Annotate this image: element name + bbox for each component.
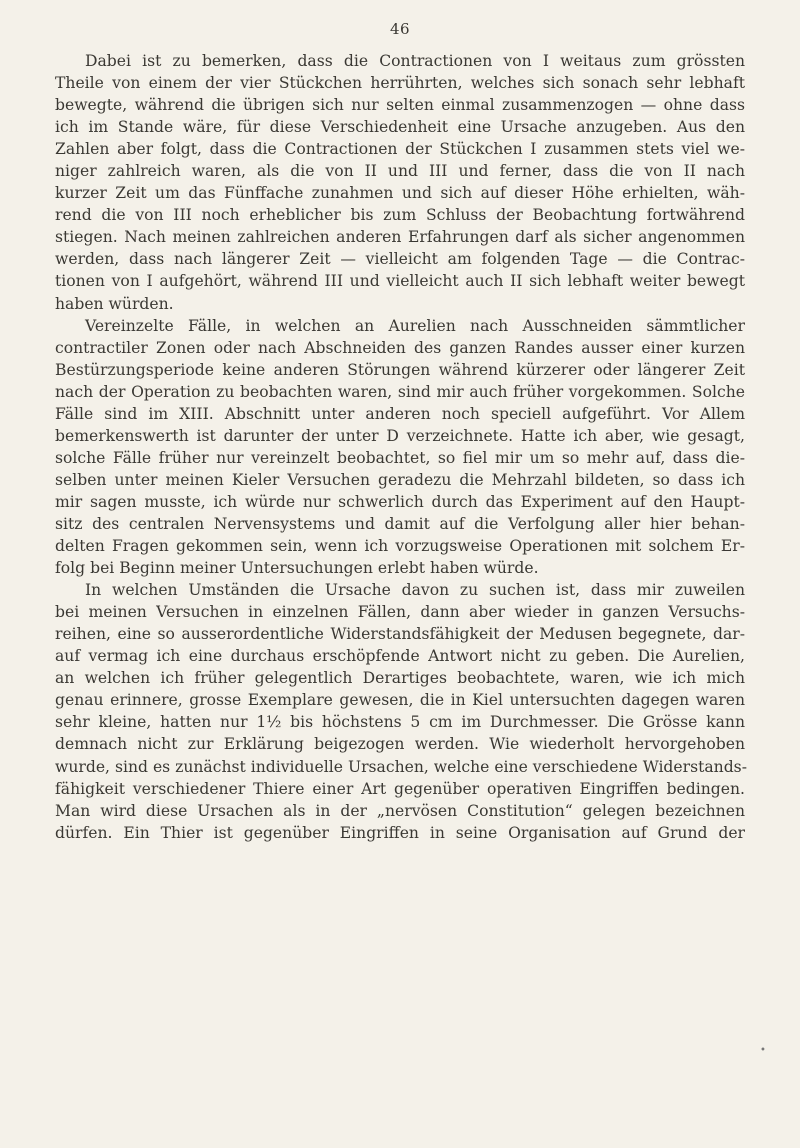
text-line: sitz des centralen Nervensystems und damit auf die Verfolgung aller hier behan-: [55, 514, 745, 533]
text-line: werden, dass nach längerer Zeit — vielleicht am folgenden Tage — die Contrac-: [55, 250, 745, 269]
text-line: tionen von I aufgehört, während III und vielleicht auch II sich lebhaft weiter bewegt: [55, 272, 745, 291]
text-line: contractiler Zonen oder nach Abschneiden des ganzen Randes ausser einer kurzen: [55, 338, 745, 357]
text-line: bei meinen Versuchen in einzelnen Fällen, dann aber wieder in ganzen Versuchs-: [55, 603, 745, 622]
text-line: dürfen. Ein Thier ist gegenüber Eingriffen in seine Organisation auf Grund der: [55, 823, 745, 842]
text-line: genau erinnere, grosse Exemplare gewesen, die in Kiel untersuchten dagegen waren: [55, 691, 745, 710]
text-line: an welchen ich früher gelegentlich Derartiges beobachtete, waren, wie ich mich: [55, 669, 745, 688]
text-line: Theile von einem der vier Stückchen herrührten, welches sich sonach sehr lebhaft: [55, 74, 745, 93]
text-line: solche Fälle früher nur vereinzelt beobachtet, so fiel mir um so mehr auf, dass die-: [55, 448, 745, 467]
text-line: reihen, eine so ausserordentliche Widerstandsfähigkeit der Medusen begegnete, dar-: [55, 625, 745, 644]
text-line: folg bei Beginn meiner Untersuchungen erlebt haben würde.: [55, 559, 539, 578]
text-line: bewegte, während die übrigen sich nur selten einmal zusammenzogen — ohne dass: [55, 96, 745, 115]
text-line: Zahlen aber folgt, dass die Contractionen der Stückchen I zusammen stets viel we-: [55, 140, 745, 159]
text-line: Vereinzelte Fälle, in welchen an Aurelien nach Ausschneiden sämmtlicher: [85, 316, 745, 335]
text-line: selben unter meinen Kieler Versuchen geradezu die Mehrzahl bildeten, so dass ich: [55, 470, 745, 489]
text-line: kurzer Zeit um das Fünffache zunahmen und sich auf dieser Höhe erhielten, wäh-: [55, 184, 745, 203]
text-line: auf vermag ich eine durchaus erschöpfende Antwort nicht zu geben. Die Aurelien,: [55, 647, 745, 666]
text-line: Bestürzungsperiode keine anderen Störungen während kürzerer oder längerer Zeit: [55, 360, 745, 379]
text-line: ich im Stande wäre, für diese Verschiedenheit eine Ursache anzugeben. Aus den: [55, 118, 745, 137]
text-line: Man wird diese Ursachen als in der „nervösen Constitution“ gelegen bezeichnen: [55, 801, 745, 820]
text-line: haben würden.: [55, 294, 174, 313]
margin-dot: •: [760, 1045, 766, 1056]
text-line: rend die von III noch erheblicher bis zum Schluss der Beobachtung fortwährend: [55, 206, 745, 225]
text-line: nach der Operation zu beobachten waren, sind mir auch früher vorgekommen. Solche: [55, 382, 745, 401]
page-number: 46: [389, 20, 411, 38]
text-line: mir sagen musste, ich würde nur schwerlich durch das Experiment auf den Haupt-: [55, 492, 745, 511]
text-line: fähigkeit verschiedener Thiere einer Art gegenüber operativen Eingriffen bedingen.: [55, 779, 745, 798]
text-line: sehr kleine, hatten nur 1½ bis höchstens 5 cm im Durchmesser. Die Grösse kann: [55, 713, 745, 732]
text-line: Dabei ist zu bemerken, dass die Contractionen von I weitaus zum grössten: [85, 52, 745, 70]
text-line: wurde, sind es zunächst individuelle Ursachen, welche eine verschiedene Widerstands-: [55, 757, 747, 776]
text-line: In welchen Umständen die Ursache davon zu suchen ist, dass mir zuweilen: [85, 581, 745, 600]
text-line: demnach nicht zur Erklärung beigezogen werden. Wie wiederholt hervorgehoben: [55, 735, 745, 754]
body-text: [55, 50, 745, 844]
text-line: delten Fragen gekommen sein, wenn ich vorzugsweise Operationen mit solchem Er-: [55, 537, 745, 556]
text-line: bemerkenswerth ist darunter der unter D verzeichnete. Hatte ich aber, wie gesagt,: [55, 426, 745, 445]
text-line: Fälle sind im XIII. Abschnitt unter anderen noch speciell aufgeführt. Vor Allem: [55, 404, 745, 423]
text-line: stiegen. Nach meinen zahlreichen anderen Erfahrungen darf als sicher angenommen: [55, 228, 745, 247]
text-line: niger zahlreich waren, als die von II und III und ferner, dass die von II nach: [55, 162, 745, 181]
